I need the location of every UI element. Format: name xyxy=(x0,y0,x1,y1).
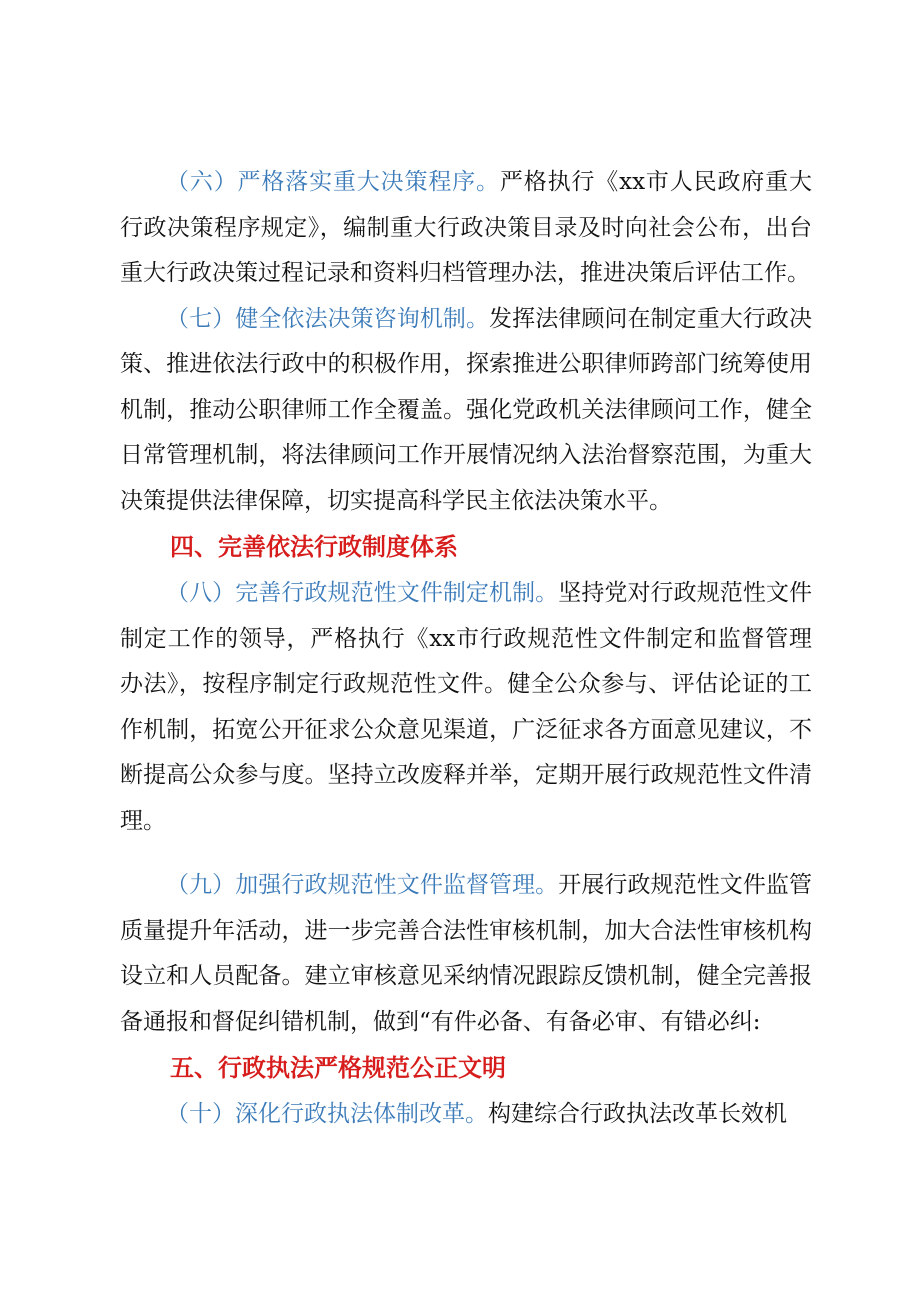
subtitle-10: （十）深化行政执法体制改革。 xyxy=(166,1101,488,1127)
section-heading-5: 五、行政执法严格规范公正文明 xyxy=(170,1054,506,1082)
paragraph-10 xyxy=(120,1092,812,1138)
subtitle-6: （六）严格落实重大决策程序。 xyxy=(166,169,500,195)
paragraph-9 xyxy=(120,863,812,1045)
body-6: 严格执行《xx市人民政府重大行政决策程序规定》，编制重大行政决策目录及时向社会公布，出台重大行政决策过程记录和资料归档管理办法，推进决策后评估工作。 xyxy=(120,169,812,286)
section-heading-4: 四、完善依法行政制度体系 xyxy=(170,533,458,561)
paragraph-7 xyxy=(120,297,812,525)
subtitle-9: （九）加强行政规范性文件监督管理。 xyxy=(166,872,559,898)
body-7: 发挥法律顾问在制定重大行政决策、推进依法行政中的积极作用，探索推进公职律师跨部门统筹使用机制，推动公职律师工作全覆盖。强化党政机关法律顾问工作，健全日常管理机制，将法律顾问工作开展情况纳入法治督察范围，为重大决策提供法律保障，切实提高科学民主依法决策水平。 xyxy=(120,305,813,514)
paragraph-6 xyxy=(120,160,812,297)
document-body xyxy=(120,160,812,1138)
subtitle-8: （八）完善行政规范性文件制定机制。 xyxy=(166,580,559,606)
subtitle-7: （七）健全依法决策咨询机制。 xyxy=(166,305,490,332)
body-9: 开展行政规范性文件监管质量提升年活动，进一步完善合法性审核机制，加大合法性审核机构设立和人员配备。建立审核意见采纳情况跟踪反馈机制，健全完善报备通报和督促纠错机制，做到“有件必备、有备必审、有错必纠: xyxy=(120,872,813,1035)
paragraph-8 xyxy=(120,571,812,844)
body-8: 坚持党对行政规范性文件制定工作的领导，严格执行《xx市行政规范性文件制定和监督管理办法》，按程序制定行政规范性文件。健全公众参与、评估论证的工作机制，拓宽公开征求公众意见渠道，广泛征求各方面意见建议，不断提高公众参与度。坚持立改废释并举，定期开展行政规范性文件清理。 xyxy=(120,580,813,834)
body-10: 构建综合行政执法改革长效机 xyxy=(488,1101,787,1127)
